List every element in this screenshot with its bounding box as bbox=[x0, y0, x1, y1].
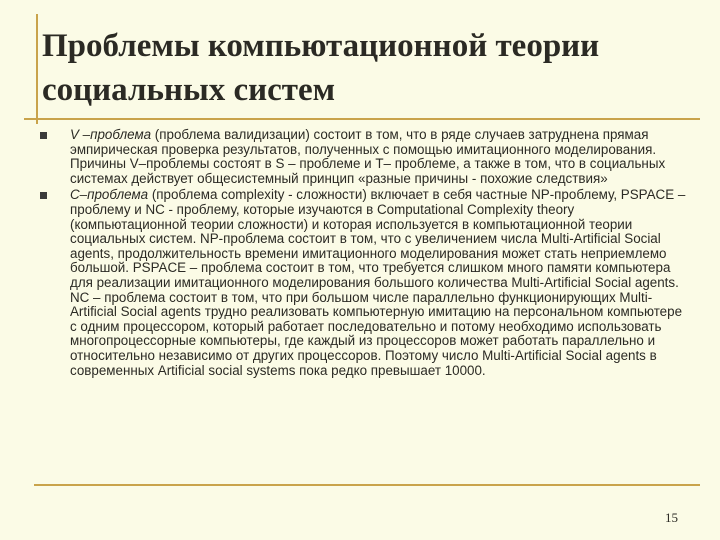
title-vertical-rule bbox=[36, 14, 38, 124]
bullet-text: (проблема complexity - сложности) включает в себя частные NP-проблему, PSPACE – проблему и NC - проблему, которые изучаются в Computational Complexity theory (компьютационной теории сложности) и которая используется в компьютационной теории социальных систем. NP-проблема состоит в том, что с увеличением числа Multi-Artificial Social agents, продолжительность времени имитационного моделирования может стать неприемлемо большой. PSPACE – проблема состоит в том, что требуется слишком много памяти компьютера для реализации имитационного моделирования большого количества Multi-Artificial Social agents. NC – проблема состоит в том, что при большом числе параллельно функционирующих Multi-Artificial Social agents трудно реализовать компьютерную имитацию на персональном компьютере с одним процессором, который работает последовательно и потому необходимо использовать многопроцессорные компьютеры, где каждый из процессоров может работать параллельно и относительно независимо от других процессоров. Поэтому число Multi-Artificial Social agents в современных Artificial social systems пока редко превышает 10000. bbox=[70, 187, 686, 378]
slide-title: Проблемы компьютационной теории социальных систем bbox=[42, 28, 600, 108]
bullet-item-v-problem bbox=[40, 128, 690, 186]
bullet-term: С–проблема bbox=[70, 187, 149, 203]
square-bullet-icon bbox=[40, 192, 47, 199]
page-number: 15 bbox=[665, 510, 678, 525]
bullet-text: (проблема валидизации) состоит в том, что в ряде случаев затруднена прямая эмпирическая проверка результатов, полученных с помощью имитационного моделирования. Причины V–проблемы состоят в S – проблеме и T– проблеме, а также в том, что в социальных системах действует общесистемный принцип «разные причины - похожие следствия» bbox=[70, 127, 666, 186]
bullet-term: V –проблема bbox=[70, 127, 152, 142]
bullet-list bbox=[40, 128, 690, 380]
footer-rule bbox=[34, 484, 700, 486]
square-bullet-icon bbox=[40, 132, 47, 139]
bullet-item-c-problem bbox=[40, 188, 690, 378]
title-underline-rule bbox=[24, 118, 700, 120]
